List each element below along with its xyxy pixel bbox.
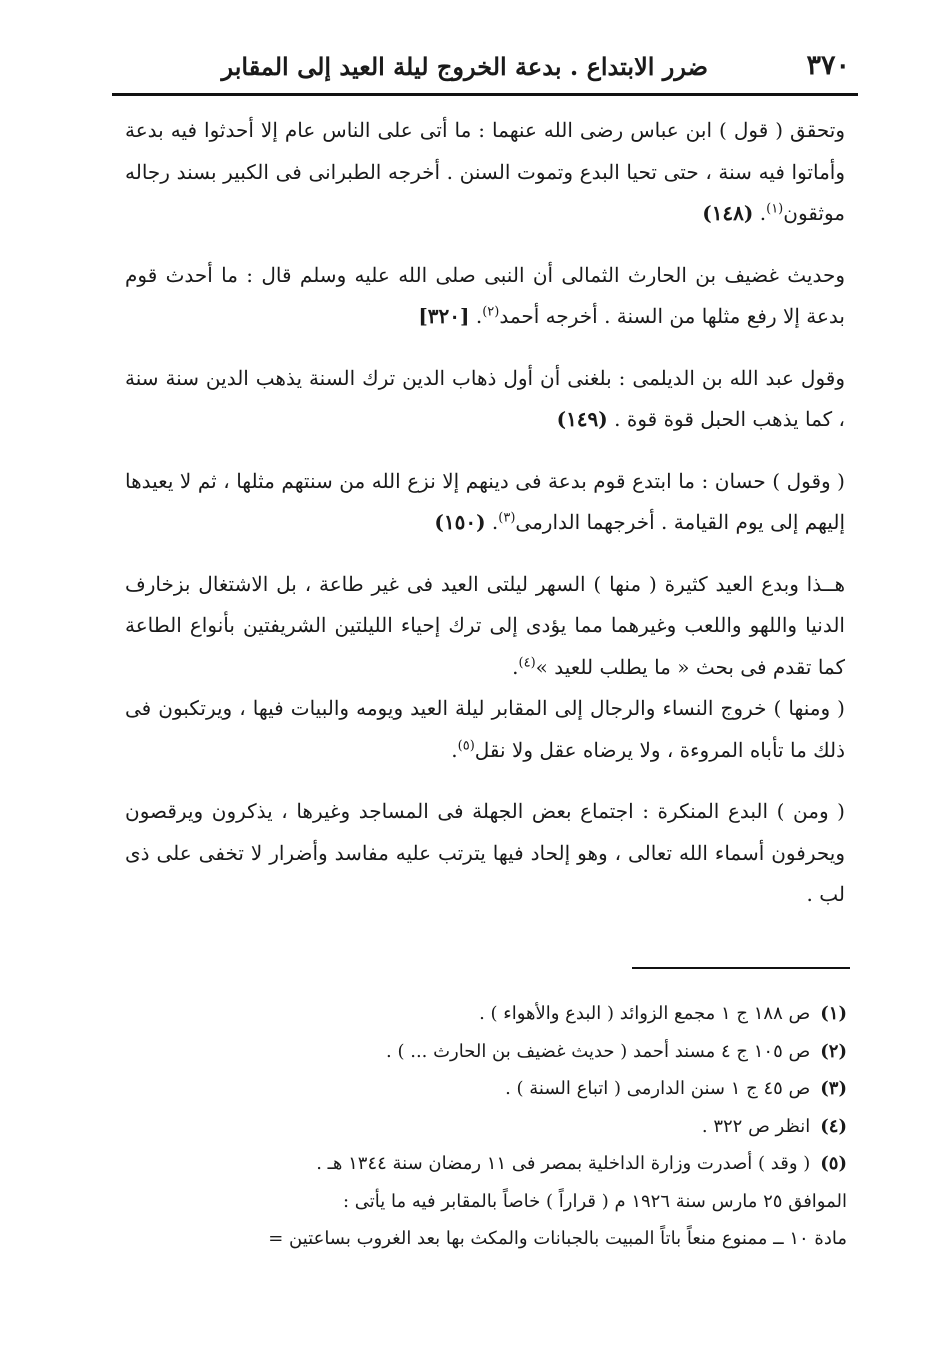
hadith-number: [٣٢٠]	[418, 304, 470, 328]
footnote: (٣)ص ٤٥ ج ١ سنن الدارمى ( اتباع السنة ) .	[505, 1078, 847, 1099]
footnote-number: (٢)	[820, 1040, 847, 1062]
footnote-number: (٣)	[820, 1078, 847, 1099]
page-number: ٣٧٠	[806, 50, 850, 81]
footnote-number: (١)	[820, 1003, 847, 1024]
footnote-continuation: الموافق ٢٥ مارس سنة ١٩٢٦ م ( قراراً ) خاصاً بالمقابر فيه ما يأتى :	[343, 1190, 847, 1212]
footnote: (٥)( وقد ) أصدرت وزارة الداخلية بمصر فى ١١ رمضان سنة ١٣٤٤ هـ .	[316, 1153, 847, 1174]
hadith-number: (١٥٠)	[434, 510, 486, 534]
hadith-number: (١٤٨)	[702, 201, 754, 225]
header-rule	[112, 93, 858, 96]
paragraph: ( ومن ) البدع المنكرة : اجتماع بعض الجهلة فى المساجد وغيرها ، يذكرون ويرقصون ويحرفون أسماء الله تعالى ، وهو إلحاد فيها يترتب عليه مفاسد وأضرار لا تخفى على ذى لب .	[125, 799, 845, 906]
paragraph: وقول عبد الله بن الديلمى : بلغنى أن أول ذهاب الدين ترك السنة يذهب الدين سنة سنة ، كما يذهب الحبل قوة قوة . (١٤٩)	[125, 365, 845, 431]
footnote-ref: (١)	[766, 201, 784, 217]
paragraph: هــذا وبدع العيد كثيرة ( منها ) السهر ليلتى العيد فى غير طاعة ، بل الاشتغال بزخارف الدنيا واللهو واللعب وغيرهما مما يؤدى إلى ترك إحياء الليلتين الشريفتين بأنواع الطاعة كما تقدم فى بحث « ما يطلب للعيد »$^{(٤)}$.	[125, 571, 845, 679]
footnote-ref: (٣)	[498, 510, 516, 526]
footnote: (٤)انظر ص ٣٢٢ .	[701, 1115, 847, 1137]
paragraph: ( ومنها ) خروج النساء والرجال إلى المقابر ليلة العيد ويومه والبيات فيها ، ويرتكبون فى ذلك ما تأباه المروءة ، ولا يرضاه عقل ولا نقل$^{(٥)}$.	[125, 696, 845, 762]
footnote: (٢)ص ١٠٥ ج ٤ مسند أحمد ( حديث غضيف بن الحارث ... ) .	[386, 1040, 847, 1062]
footnote-ref: (٤)	[518, 654, 536, 670]
footnote-continuation: مادة ١٠ ــ ممنوع منعاً باتاً المبيت بالجبانات والمكث بها بعد الغروب بساعتين =	[268, 1228, 847, 1249]
paragraph: ( وقول ) حسان : ما ابتدع قوم بدعة فى دينهم إلا نزع الله من سنتهم مثلها ، ثم لا يعيدها إليهم إلى يوم القيامة . أخرجهما الدارمى$^{(٣)}$. (١٥٠)	[125, 468, 845, 534]
footnote-ref: (٢)	[482, 304, 500, 320]
paragraph: وحديث غضيف بن الحارث الثمالى أن النبى صلى الله عليه وسلم قال : ما أحدث قوم بدعة إلا رفع مثلها من السنة . أخرجه أحمد$^{(٢)}$. [٣٢٠]	[125, 262, 845, 328]
paragraph: وتحقق ( قول ) ابن عباس رضى الله عنهما : ما أتى على الناس عام إلا أحدثوا فيه بدعة وأماتوا فيه سنة ، حتى تحيا البدع وتموت السنن . أخرجه الطبرانى فى الكبير بسند رجاله موثقون$^{(١)}$. (١٤٨)	[125, 118, 845, 225]
page-header	[112, 44, 858, 88]
running-title: ضرر الابتداع . بدعة الخروج ليلة العيد إلى المقابر	[221, 52, 708, 81]
hadith-number: (١٤٩)	[556, 407, 608, 431]
footnote-number: (٤)	[820, 1115, 847, 1137]
footnote-separator	[632, 967, 850, 969]
main-text	[125, 110, 845, 916]
footnote-number: (٥)	[820, 1153, 847, 1174]
footnotes	[125, 995, 847, 1258]
footnote-ref: (٥)	[457, 737, 475, 753]
footnote: (١)ص ١٨٨ ج ١ مجمع الزوائد ( البدع والأهواء ) .	[479, 1003, 847, 1024]
